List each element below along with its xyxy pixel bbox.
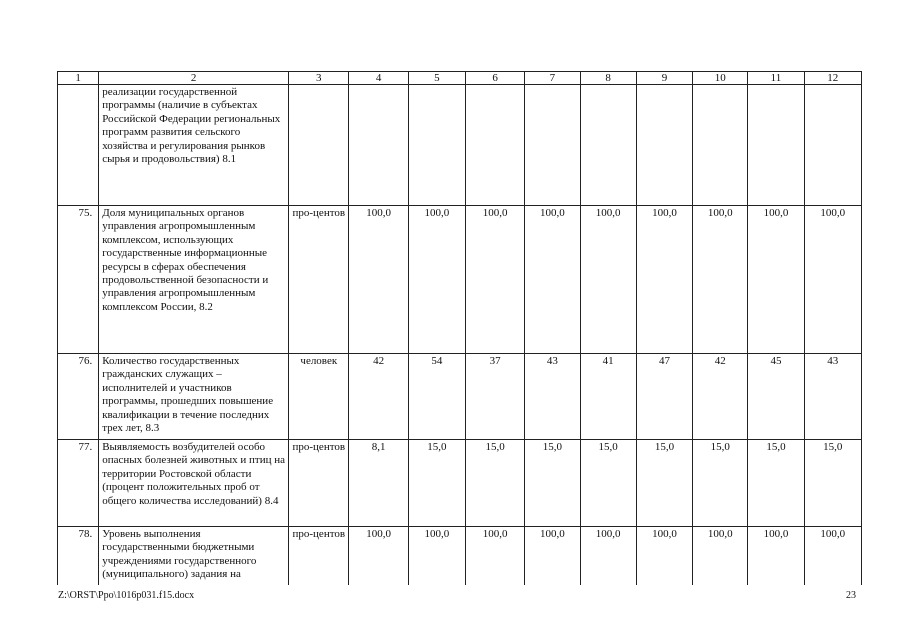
value-cell: 100,0 bbox=[636, 206, 692, 354]
value-cell: 15,0 bbox=[804, 440, 861, 527]
value-cell: 100,0 bbox=[466, 206, 525, 354]
unit: про-центов bbox=[289, 440, 349, 527]
table-row bbox=[58, 354, 862, 440]
value-cell: 100,0 bbox=[693, 206, 748, 354]
header-cell: 3 bbox=[289, 72, 349, 85]
header-cell: 2 bbox=[99, 72, 289, 85]
value-cell: 100,0 bbox=[748, 527, 804, 585]
indicator-name: Уровень выполнения государственными бюджетными учреждениями государственного (муниципального) задания на bbox=[99, 527, 289, 585]
page-number: 23 bbox=[846, 590, 856, 601]
value-cell: 45 bbox=[748, 354, 804, 440]
header-cell: 7 bbox=[525, 72, 580, 85]
value-cell: 42 bbox=[349, 354, 408, 440]
value-cell: 100,0 bbox=[580, 206, 636, 354]
header-cell: 11 bbox=[748, 72, 804, 85]
footer-file-path: Z:\ORST\Ppo\1016p031.f15.docx bbox=[58, 590, 195, 601]
header-cell: 4 bbox=[349, 72, 408, 85]
indicator-name: реализации государственной программы (наличие в субъектах Российской Федерации региональных программ развития сельского хозяйства и регулирования рынков сырья и продовольствия) 8.1 bbox=[99, 85, 289, 206]
unit: про-центов bbox=[289, 527, 349, 585]
table-header-row bbox=[58, 72, 862, 85]
header-cell: 1 bbox=[58, 72, 99, 85]
value-cell bbox=[580, 85, 636, 206]
value-cell: 100,0 bbox=[349, 527, 408, 585]
header-cell: 9 bbox=[636, 72, 692, 85]
value-cell bbox=[466, 85, 525, 206]
value-cell: 42 bbox=[693, 354, 748, 440]
value-cell: 100,0 bbox=[408, 206, 465, 354]
value-cell: 100,0 bbox=[525, 527, 580, 585]
value-cell: 100,0 bbox=[580, 527, 636, 585]
value-cell: 15,0 bbox=[693, 440, 748, 527]
unit: про-центов bbox=[289, 206, 349, 354]
header-cell: 8 bbox=[580, 72, 636, 85]
indicators-table bbox=[57, 71, 862, 585]
unit bbox=[289, 85, 349, 206]
value-cell bbox=[804, 85, 861, 206]
value-cell bbox=[636, 85, 692, 206]
value-cell: 100,0 bbox=[804, 527, 861, 585]
value-cell: 15,0 bbox=[525, 440, 580, 527]
indicator-name: Выявляемость возбудителей особо опасных болезней животных и птиц на территории Ростовской области (процент положительных проб от общего количества исследований) 8.4 bbox=[99, 440, 289, 527]
value-cell: 47 bbox=[636, 354, 692, 440]
header-cell: 12 bbox=[804, 72, 861, 85]
value-cell: 41 bbox=[580, 354, 636, 440]
value-cell: 100,0 bbox=[525, 206, 580, 354]
value-cell: 100,0 bbox=[636, 527, 692, 585]
value-cell: 15,0 bbox=[580, 440, 636, 527]
value-cell bbox=[408, 85, 465, 206]
table-row bbox=[58, 527, 862, 585]
value-cell: 100,0 bbox=[349, 206, 408, 354]
table-row bbox=[58, 440, 862, 527]
row-number: 75. bbox=[58, 206, 99, 354]
value-cell bbox=[693, 85, 748, 206]
indicator-name: Количество государственных гражданских служащих – исполнителей и участников программы, прошедших повышение квалификации в течение последних трех лет, 8.3 bbox=[99, 354, 289, 440]
table-row bbox=[58, 85, 862, 206]
row-number: 77. bbox=[58, 440, 99, 527]
value-cell bbox=[349, 85, 408, 206]
value-cell: 100,0 bbox=[693, 527, 748, 585]
value-cell bbox=[525, 85, 580, 206]
value-cell: 8,1 bbox=[349, 440, 408, 527]
header-cell: 6 bbox=[466, 72, 525, 85]
value-cell: 54 bbox=[408, 354, 465, 440]
value-cell: 100,0 bbox=[408, 527, 465, 585]
value-cell: 15,0 bbox=[636, 440, 692, 527]
header-cell: 10 bbox=[693, 72, 748, 85]
header-cell: 5 bbox=[408, 72, 465, 85]
unit: человек bbox=[289, 354, 349, 440]
value-cell: 100,0 bbox=[466, 527, 525, 585]
value-cell: 37 bbox=[466, 354, 525, 440]
value-cell: 100,0 bbox=[804, 206, 861, 354]
value-cell: 43 bbox=[525, 354, 580, 440]
row-number: 78. bbox=[58, 527, 99, 585]
value-cell: 15,0 bbox=[748, 440, 804, 527]
value-cell: 100,0 bbox=[748, 206, 804, 354]
value-cell bbox=[748, 85, 804, 206]
row-number bbox=[58, 85, 99, 206]
indicator-name: Доля муниципальных органов управления агропромышленным комплексом, использующих государственные информационные ресурсы в сферах обеспечения продовольственной безопасности и управления агропромышленным комплексом России, 8.2 bbox=[99, 206, 289, 354]
value-cell: 15,0 bbox=[466, 440, 525, 527]
table-row bbox=[58, 206, 862, 354]
value-cell: 15,0 bbox=[408, 440, 465, 527]
value-cell: 43 bbox=[804, 354, 861, 440]
row-number: 76. bbox=[58, 354, 99, 440]
